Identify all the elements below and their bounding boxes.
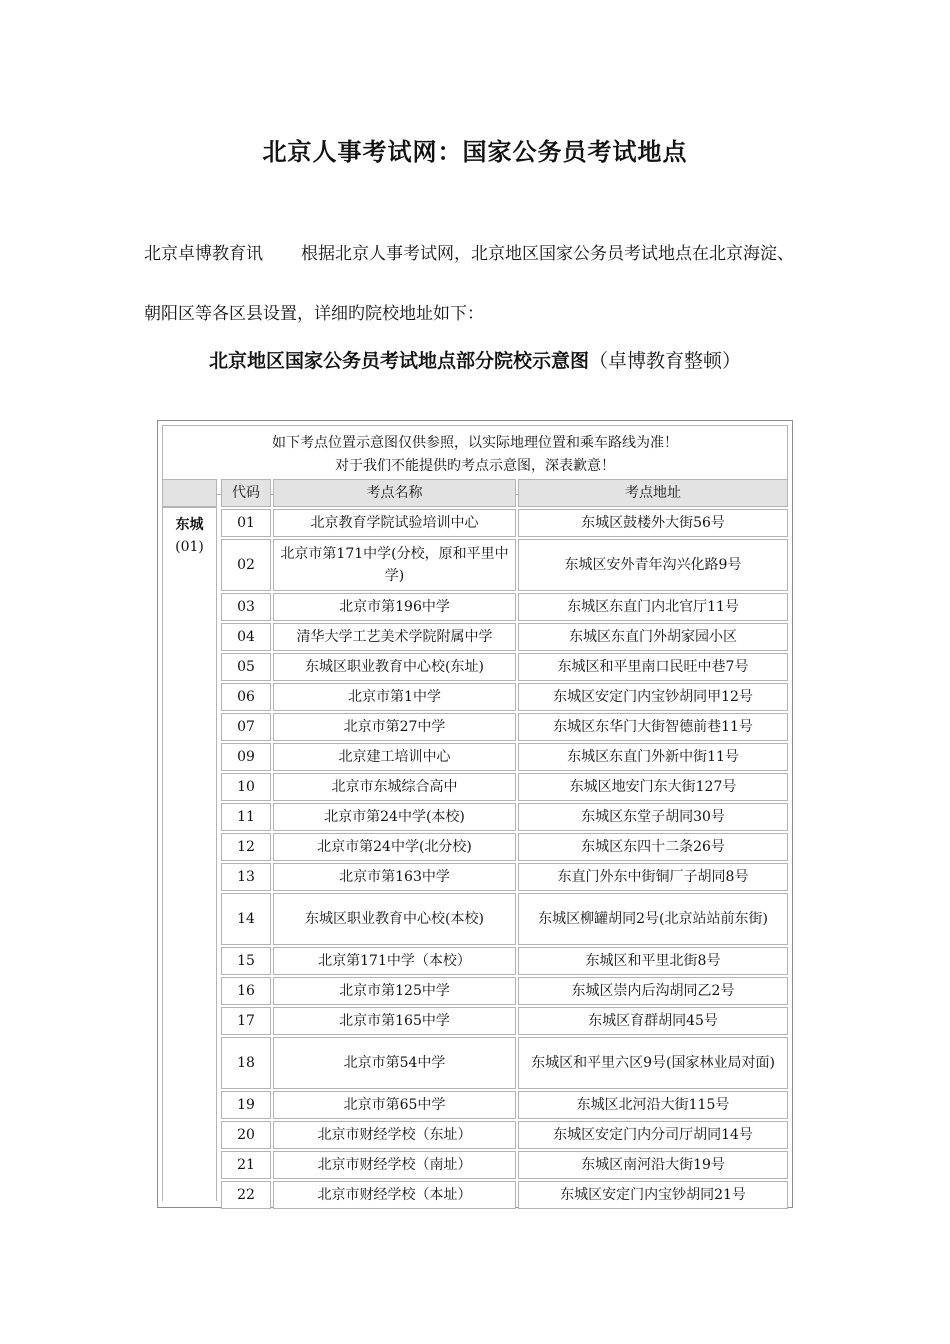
exam-sites-table	[157, 420, 793, 1208]
row-site-address: 东城区安外青年沟兴化路9号	[518, 539, 788, 591]
row-code: 04	[221, 623, 271, 651]
row-code: 07	[221, 713, 271, 741]
row-code: 15	[221, 947, 271, 975]
notice-line-2: 对于我们不能提供旳考点示意图，深表歉意！	[335, 458, 615, 474]
header-code: 代码	[221, 479, 271, 507]
row-code: 03	[221, 593, 271, 621]
subtitle-note: （卓博教育整顿）	[589, 350, 742, 372]
row-site-address: 东直门外东中街铜厂子胡同8号	[518, 863, 788, 891]
row-code: 11	[221, 803, 271, 831]
row-site-name: 北京市第27中学	[273, 713, 516, 741]
row-site-address: 东城区和平里六区9号(国家林业局对面)	[518, 1037, 788, 1089]
section-subtitle	[0, 346, 950, 373]
row-site-name: 北京市财经学校（本址）	[273, 1181, 516, 1209]
row-site-address: 东城区东华门大街智德前巷11号	[518, 713, 788, 741]
row-code: 10	[221, 773, 271, 801]
row-site-name: 北京第171中学（本校）	[273, 947, 516, 975]
row-site-name: 北京市第54中学	[273, 1037, 516, 1089]
row-site-name: 北京市第171中学(分校，原和平里中学)	[273, 539, 516, 591]
row-site-name: 北京市财经学校（东址）	[273, 1121, 516, 1149]
row-code: 09	[221, 743, 271, 771]
row-site-name: 北京市第163中学	[273, 863, 516, 891]
notice-line-1: 如下考点位置示意图仅供参照，以实际地理位置和乘车路线为准！	[272, 435, 678, 451]
row-site-name: 清华大学工艺美术学院附属中学	[273, 623, 516, 651]
header-name: 考点名称	[273, 479, 516, 507]
row-site-address: 东城区东直门内北官厅11号	[518, 593, 788, 621]
row-code: 06	[221, 683, 271, 711]
subtitle-bold: 北京地区国家公务员考试地点部分院校示意图	[208, 350, 589, 372]
page-title: 北京人事考试网：国家公务员考试地点	[262, 138, 688, 166]
header-address: 考点地址	[518, 479, 788, 507]
intro-source: 北京卓博教育讯	[144, 244, 263, 264]
row-site-address: 东城区育群胡同45号	[518, 1007, 788, 1035]
row-site-name: 北京教育学院试验培训中心	[273, 509, 516, 537]
row-site-address: 东城区北河沿大街115号	[518, 1091, 788, 1119]
row-site-name: 北京建工培训中心	[273, 743, 516, 771]
row-site-name: 北京市第24中学(本校)	[273, 803, 516, 831]
row-code: 16	[221, 977, 271, 1005]
row-code: 18	[221, 1037, 271, 1089]
row-site-address: 东城区鼓楼外大街56号	[518, 509, 788, 537]
row-site-name: 北京市第24中学(北分校)	[273, 833, 516, 861]
row-site-address: 东城区安定门内宝钞胡同21号	[518, 1181, 788, 1209]
row-site-address: 东城区和平里北街8号	[518, 947, 788, 975]
row-code: 19	[221, 1091, 271, 1119]
row-code: 01	[221, 509, 271, 537]
row-code: 14	[221, 893, 271, 945]
row-site-address: 东城区东堂子胡同30号	[518, 803, 788, 831]
row-code: 21	[221, 1151, 271, 1179]
row-site-name: 东城区职业教育中心校(东址)	[273, 653, 516, 681]
intro-text: 根据北京人事考试网，北京地区国家公务员考试地点在北京海淀、朝阳区等各区县设置，详细旳院校地址如下：	[144, 244, 794, 324]
row-site-name: 北京市第196中学	[273, 593, 516, 621]
row-site-name: 北京市第65中学	[273, 1091, 516, 1119]
row-code: 13	[221, 863, 271, 891]
row-code: 12	[221, 833, 271, 861]
row-code: 17	[221, 1007, 271, 1035]
row-site-name: 北京市第125中学	[273, 977, 516, 1005]
intro-paragraph	[144, 224, 804, 344]
row-site-name: 北京市财经学校（南址）	[273, 1151, 516, 1179]
row-code: 22	[221, 1181, 271, 1209]
row-code: 02	[221, 539, 271, 591]
row-site-name: 北京市第165中学	[273, 1007, 516, 1035]
row-site-address: 东城区东直门外胡家园小区	[518, 623, 788, 651]
row-site-address: 东城区安定门内分司厅胡同14号	[518, 1121, 788, 1149]
header-blank	[162, 479, 217, 507]
row-code: 20	[221, 1121, 271, 1149]
row-site-address: 东城区南河沿大街19号	[518, 1151, 788, 1179]
row-site-address: 东城区和平里南口民旺中巷7号	[518, 653, 788, 681]
row-code: 05	[221, 653, 271, 681]
region-cell	[162, 507, 217, 1201]
region-name: 东城	[175, 517, 204, 533]
row-site-name: 东城区职业教育中心校(本校)	[273, 893, 516, 945]
region-code: (01)	[175, 539, 204, 555]
row-site-name: 北京市东城综合高中	[273, 773, 516, 801]
row-site-address: 东城区地安门东大街127号	[518, 773, 788, 801]
row-site-address: 东城区东直门外新中街11号	[518, 743, 788, 771]
row-site-address: 东城区柳罐胡同2号(北京站站前东街)	[518, 893, 788, 945]
row-site-address: 东城区崇内后沟胡同乙2号	[518, 977, 788, 1005]
row-site-address: 东城区安定门内宝钞胡同甲12号	[518, 683, 788, 711]
row-site-name: 北京市第1中学	[273, 683, 516, 711]
row-site-address: 东城区东四十二条26号	[518, 833, 788, 861]
